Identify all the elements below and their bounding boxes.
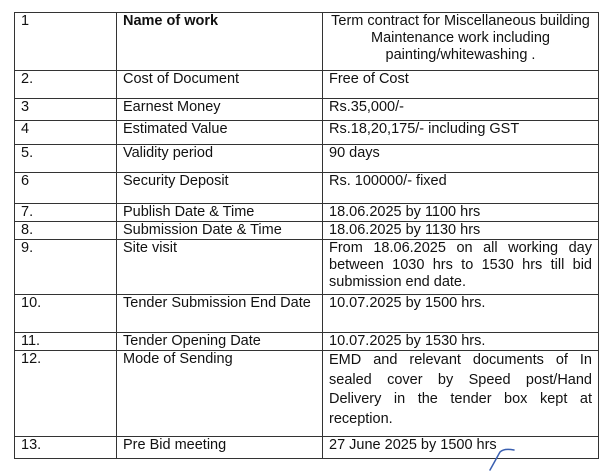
table-row — [15, 295, 599, 333]
row-value: Free of Cost — [323, 71, 599, 99]
table-row — [15, 99, 599, 121]
row-label: Estimated Value — [117, 121, 323, 145]
table-row — [15, 145, 599, 173]
row-value: From 18.06.2025 on all working day between 1030 hrs to 1530 hrs till bid submission end date. — [323, 240, 599, 295]
row-label: Cost of Document — [117, 71, 323, 99]
row-value: Rs. 100000/- fixed — [323, 173, 599, 204]
row-number: 11. — [15, 333, 117, 351]
row-value: 18.06.2025 by 1130 hrs — [323, 222, 599, 240]
row-number: 7. — [15, 204, 117, 222]
row-number: 8. — [15, 222, 117, 240]
table-row — [15, 13, 599, 71]
row-label: Pre Bid meeting — [117, 437, 323, 459]
row-label: Validity period — [117, 145, 323, 173]
row-number: 9. — [15, 240, 117, 295]
row-number: 6 — [15, 173, 117, 204]
row-label: Submission Date & Time — [117, 222, 323, 240]
table-row — [15, 222, 599, 240]
row-value: Rs.18,20,175/- including GST — [323, 121, 599, 145]
row-value: Rs.35,000/- — [323, 99, 599, 121]
row-value: 90 days — [323, 145, 599, 173]
row-value: Term contract for Miscellaneous building Maintenance work including painting/whitewashing . — [323, 13, 599, 71]
table-row — [15, 351, 599, 437]
tender-details-table — [14, 12, 599, 459]
row-label: Earnest Money — [117, 99, 323, 121]
row-value: 27 June 2025 by 1500 hrs — [323, 437, 599, 459]
row-number: 1 — [15, 13, 117, 71]
row-value: EMD and relevant documents of In sealed cover by Speed post/Hand Delivery in the tender box kept at reception. — [323, 351, 599, 437]
table-row — [15, 240, 599, 295]
row-label: Tender Opening Date — [117, 333, 323, 351]
table-row — [15, 71, 599, 99]
row-label: Security Deposit — [117, 173, 323, 204]
row-number: 13. — [15, 437, 117, 459]
row-number: 3 — [15, 99, 117, 121]
table-row — [15, 121, 599, 145]
row-value: 10.07.2025 by 1500 hrs. — [323, 295, 599, 333]
pen-mark — [484, 446, 524, 471]
row-label: Mode of Sending — [117, 351, 323, 437]
row-number: 12. — [15, 351, 117, 437]
table-row — [15, 333, 599, 351]
row-number: 2. — [15, 71, 117, 99]
table-row — [15, 204, 599, 222]
row-label: Publish Date & Time — [117, 204, 323, 222]
row-label: Tender Submission End Date — [117, 295, 323, 333]
row-value: 10.07.2025 by 1530 hrs. — [323, 333, 599, 351]
row-label: Site visit — [117, 240, 323, 295]
row-number: 4 — [15, 121, 117, 145]
row-value: 18.06.2025 by 1100 hrs — [323, 204, 599, 222]
table-row — [15, 173, 599, 204]
row-number: 10. — [15, 295, 117, 333]
row-number: 5. — [15, 145, 117, 173]
row-label: Name of work — [117, 13, 323, 71]
